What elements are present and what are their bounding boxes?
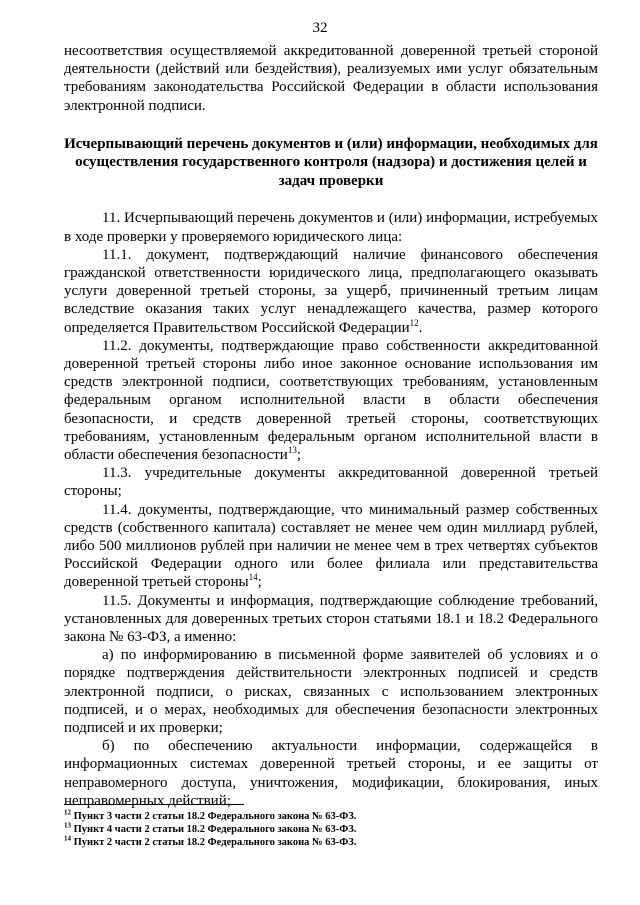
footnote-item (64, 810, 598, 823)
paragraph-11-5: 11.5. Документы и информация, подтверждающие соблюдение требований, установленных для доверенных третьих сторон статьями 18.1 и 18.2 Федерального закона № 63-ФЗ, а именно: (64, 592, 598, 645)
paragraph-11-1-text: 11.1. документ, подтверждающий наличие финансового обеспечения гражданской ответственности юридического лица, предполагающего оказывать услуги доверенной третьей стороны, за ущерб, причиненный третьим лицам вследствие оказания таких услуг ненадлежащего качества, размер которого определяется Правительством Российской Федерации (64, 246, 598, 336)
paragraph-11-2-end: ; (296, 446, 301, 463)
section-heading: Исчерпывающий перечень документов и (или) информации, необходимых для осуществления государственного контроля (надзора) и достижения целей и задач проверки (64, 135, 598, 189)
footnote-item (64, 823, 598, 836)
paragraph-11-1-end: . (418, 319, 423, 336)
footnote-divider (64, 804, 244, 805)
paragraph-11-3: 11.3. учредительные документы аккредитованной доверенной третьей стороны; (64, 465, 598, 500)
footnote-ref-13: 13 (287, 444, 297, 455)
footnote-text: Пункт 3 части 2 статьи 18.2 Федерального закона № 63-ФЗ. (73, 811, 357, 822)
paragraph-b: б) по обеспечению актуальности информации, содержащейся в информационных системах доверенной третьей стороны, и ее защиты от неправомерного доступа, уничтожения, модификации, блокирования, иных неправомерных действий; (64, 738, 598, 809)
paragraph-11-4-end: ; (257, 574, 262, 591)
footnote-number: 13 (64, 821, 71, 830)
footnote-item (64, 836, 598, 849)
footnote-text: Пункт 4 части 2 статьи 18.2 Федерального закона № 63-ФЗ. (73, 824, 357, 835)
intro-paragraph: несоответствия осуществляемой аккредитованной доверенной третьей стороной деятельности (действий или бездействия), реализуемых ими услуг обязательным требованиям законодательства Российской Федерации в области использования электронной подписи. (64, 43, 598, 114)
paragraph-11: 11. Исчерпывающий перечень документов и (или) информации, истребуемых в ходе проверки у проверяемого юридического лица: (64, 210, 598, 245)
paragraph-a: а) по информированию в письменной форме заявителей об условиях и о порядке подтверждения действительности электронных подписей и средств электронной подписи, о рисках, связанных с использованием электронных подписей, и о мерах, необходимых для обеспечения безопасности электронных подписей и их проверки; (64, 647, 598, 736)
footnotes (64, 810, 598, 849)
paragraph-11-2-text: 11.2. документы, подтверждающие право собственности аккредитованной доверенной третьей стороны либо иное законное основание использования им средств электронной подписи, соответствующих требованиям, установленным федеральным органом исполнительной власти в области обеспечения безопасности, и средств доверенной третьей стороны, соответствующих требованиям, установленным федеральным органом исполнительной власти в области обеспечения безопасности (64, 337, 598, 463)
footnote-text: Пункт 2 части 2 статьи 18.2 Федерального закона № 63-ФЗ. (73, 837, 357, 848)
paragraph-11-4-text: 11.4. документы, подтверждающие, что минимальный размер собственных средств (собственного капитала) составляет не менее чем один миллиард рублей, либо 500 миллионов рублей при наличии не менее чем в трех четвертях субъектов Российской Федерации одного или более филиала или представительства доверенной третьей стороны (64, 501, 598, 591)
footnote-number: 14 (64, 834, 71, 843)
paragraph-11-1 (64, 246, 598, 337)
paragraph-11-4 (64, 501, 598, 592)
page-body (64, 42, 598, 810)
page-number: 32 (312, 20, 328, 36)
footnote-ref-14: 14 (248, 572, 258, 583)
footnote-number: 12 (64, 808, 71, 817)
paragraph-11-2 (64, 337, 598, 464)
footnote-ref-12: 12 (409, 317, 419, 328)
